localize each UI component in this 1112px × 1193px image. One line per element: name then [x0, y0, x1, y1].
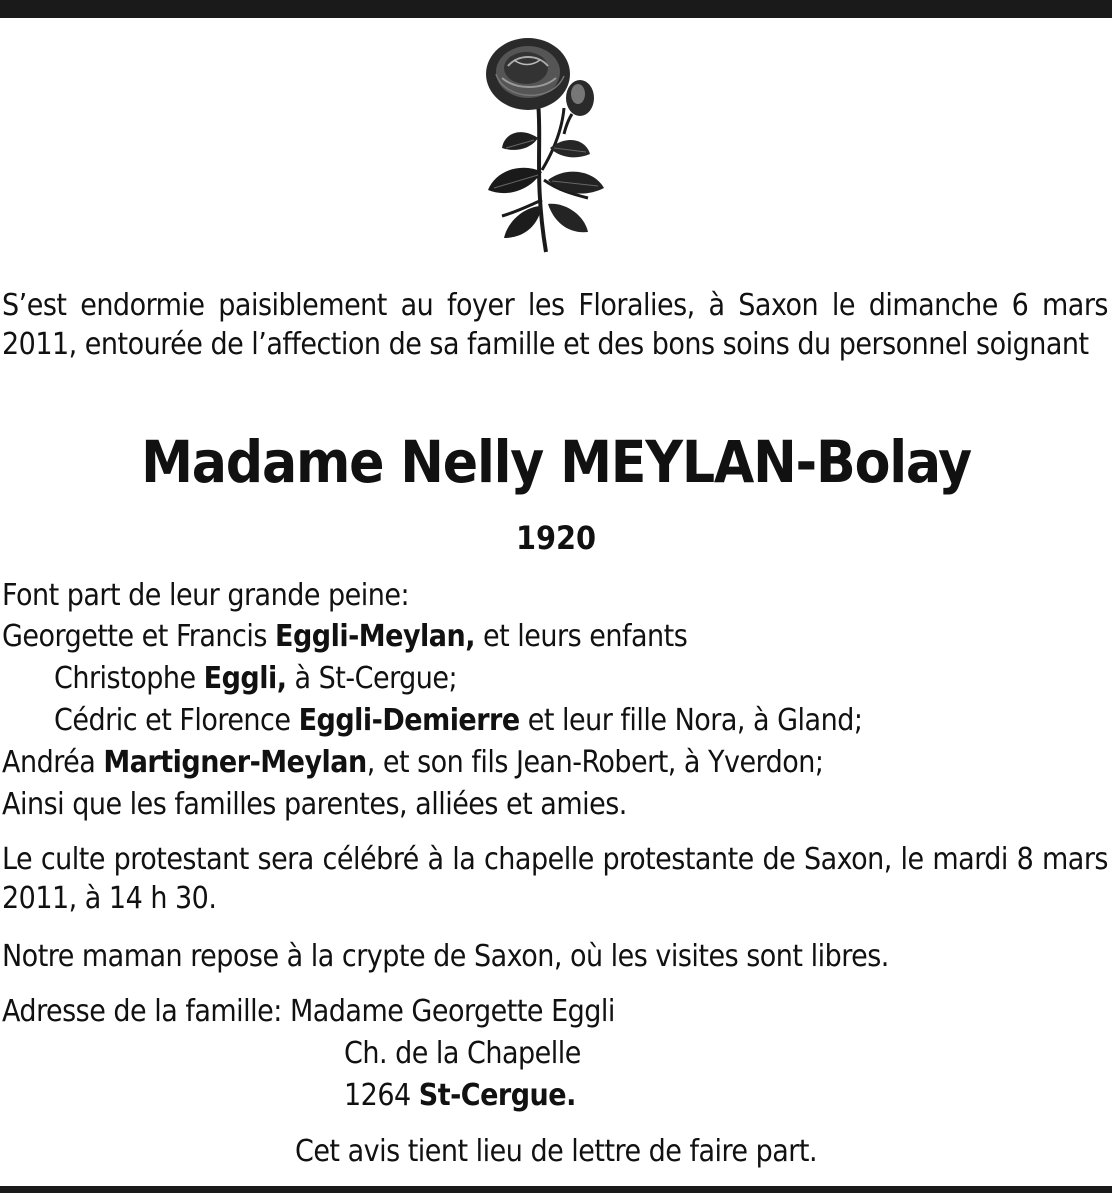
- bottom-border: [0, 1186, 1112, 1193]
- deceased-name: Madame Nelly MEYLAN-Bolay: [141, 428, 971, 496]
- intro-paragraph: S’est endormie paisiblement au foyer les Floralies, à Saxon le dimanche 6 mars 2011, entourée de l’affection de sa famille et des bons soins du personnel soignant: [2, 288, 1108, 362]
- service-paragraph: Le culte protestant sera célébré à la chapelle protestante de Saxon, le mardi 8 mars 2011, à 14 h 30.: [2, 842, 1108, 916]
- address-line-1: Adresse de la famille: Madame Georgette Eggli: [2, 994, 615, 1029]
- family-line-2: Christophe Eggli, à St-Cergue;: [54, 661, 458, 696]
- birth-year: 1920: [515, 519, 597, 557]
- family-line-5: Ainsi que les familles parentes, alliées et amies.: [2, 787, 627, 822]
- address-line-3: 1264 St-Cergue.: [344, 1078, 576, 1113]
- address-line-2: Ch. de la Chapelle: [344, 1036, 581, 1071]
- family-line-3: Cédric et Florence Eggli-Demierre et leur fille Nora, à Gland;: [54, 703, 863, 738]
- rose-icon: [468, 30, 618, 258]
- closing-note: Cet avis tient lieu de lettre de faire part.: [294, 1134, 818, 1169]
- family-heading: Font part de leur grande peine:: [2, 578, 410, 613]
- family-line-1: Georgette et Francis Eggli-Meylan, et leurs enfants: [2, 619, 688, 654]
- rest-paragraph: Notre maman repose à la crypte de Saxon, où les visites sont libres.: [2, 939, 889, 974]
- top-border: [0, 0, 1112, 18]
- family-line-4: Andréa Martigner-Meylan, et son fils Jean-Robert, à Yverdon;: [2, 745, 824, 780]
